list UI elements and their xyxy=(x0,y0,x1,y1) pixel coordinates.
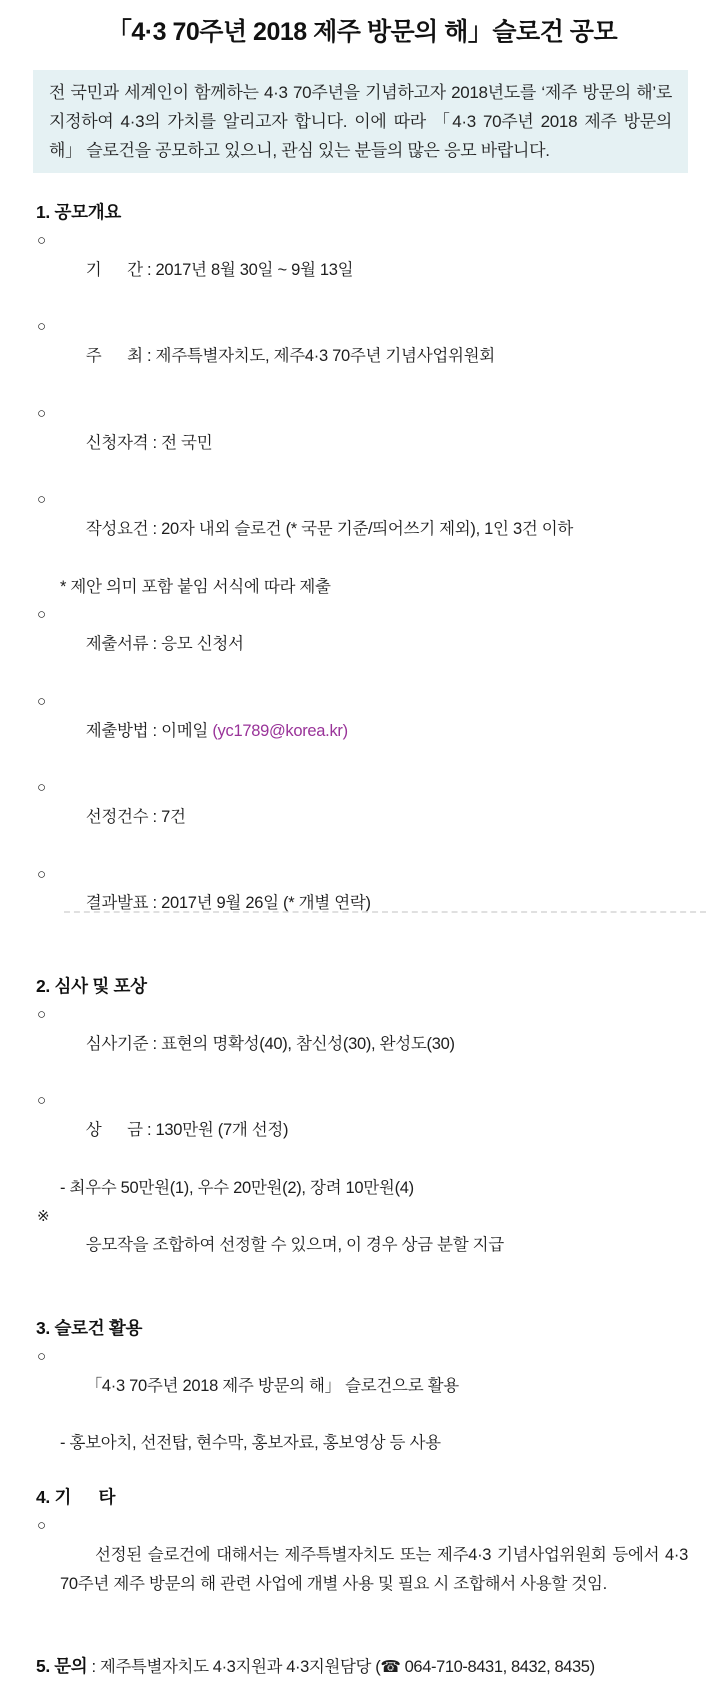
judging-prize-text: 상 금 : 130만원 (7개 선정) xyxy=(85,1121,289,1140)
circle-bullet-icon: ○ xyxy=(37,491,46,509)
circle-bullet-icon: ○ xyxy=(37,606,46,624)
circle-bullet-icon: ○ xyxy=(37,1005,46,1023)
reference-mark-icon: ※ xyxy=(37,1207,50,1225)
contact-line xyxy=(36,1652,688,1682)
overview-documents xyxy=(36,601,688,687)
section-overview xyxy=(36,198,688,947)
judging-prize xyxy=(36,1087,688,1173)
overview-requirements-note: * 제안 의미 포함 붙임 서식에 따라 제출 xyxy=(60,577,331,596)
section-usage xyxy=(36,1314,688,1458)
usage-use-text: 「4·3 70주년 2018 제주 방문의 해」 슬로건으로 활용 xyxy=(85,1376,459,1395)
contact-text: : 제주특별자치도 4·3지원과 4·3지원담당 (☎ 064-710-8431, 8432, 8435) xyxy=(87,1658,595,1677)
overview-method xyxy=(36,688,688,774)
intro-text: 전 국민과 세계인이 함께하는 4·3 70주년을 기념하고자 2018년도를 ‘제주 방문의 해’로 지정하여 4·3의 가치를 알리고자 합니다. 이에 따라 「4·3 70주년 2018 제주 방문의 해」 슬로건을 공모하고 있으니, 관심 있는 분들의 많은 응모 바랍니다. xyxy=(49,83,672,160)
email-link[interactable]: (yc1789@korea.kr) xyxy=(212,721,348,740)
page-break-line xyxy=(64,911,706,913)
intro-box xyxy=(33,70,688,173)
judging-criteria-text: 심사기준 : 표현의 명확성(40), 참신성(30), 완성도(30) xyxy=(85,1034,455,1053)
section-contact xyxy=(36,1652,688,1682)
etc-item-text: 선정된 슬로건에 대해서는 제주특별자치도 또는 제주4·3 기념사업위원회 등에서 4·3 70주년 제주 방문의 해 관련 사업에 개별 사용 및 필요 시 조합해서 사용할 것임. xyxy=(60,1545,693,1593)
overview-period-text: 기 간 : 2017년 8월 30일 ~ 9월 13일 xyxy=(85,260,354,279)
circle-bullet-icon: ○ xyxy=(37,1092,46,1110)
circle-bullet-icon: ○ xyxy=(37,232,46,249)
overview-method-text: 제출방법 : 이메일 xyxy=(85,721,213,740)
etc-item xyxy=(36,1512,693,1627)
overview-count-text: 선정건수 : 7건 xyxy=(85,807,186,826)
circle-bullet-icon: ○ xyxy=(37,865,46,883)
section-judging xyxy=(36,972,688,1289)
usage-use-note: - 홍보아치, 선전탑, 현수막, 홍보자료, 홍보영상 등 사용 xyxy=(60,1434,441,1453)
overview-eligibility xyxy=(36,400,688,486)
overview-announcement xyxy=(36,861,688,947)
judging-prize-note: - 최우수 50만원(1), 우수 20만원(2), 장려 10만원(4) xyxy=(60,1178,414,1197)
overview-requirements xyxy=(36,486,688,572)
overview-documents-text: 제출서류 : 응모 신청서 xyxy=(85,635,244,654)
section-contact-heading: 5. 문의 xyxy=(36,1656,88,1677)
circle-bullet-icon: ○ xyxy=(37,1347,46,1365)
circle-bullet-icon: ○ xyxy=(37,692,46,710)
judging-combine-note xyxy=(36,1203,688,1289)
overview-requirements-text: 작성요건 : 20자 내외 슬로건 (* 국문 기준/띄어쓰기 제외), 1인 3건 이하 xyxy=(85,519,574,538)
judging-criteria xyxy=(36,1001,688,1087)
overview-period xyxy=(36,227,688,313)
circle-bullet-icon: ○ xyxy=(37,318,46,336)
overview-host xyxy=(36,313,688,399)
circle-bullet-icon: ○ xyxy=(37,404,46,422)
overview-announcement-text: 결과발표 : 2017년 9월 26일 (* 개별 연락) xyxy=(85,894,371,913)
circle-bullet-icon: ○ xyxy=(37,1517,46,1535)
overview-count xyxy=(36,774,688,860)
overview-eligibility-text: 신청자격 : 전 국민 xyxy=(85,433,213,452)
section-usage-heading: 3. 슬로건 활용 xyxy=(36,1317,143,1338)
circle-bullet-icon: ○ xyxy=(37,779,46,797)
section-etc-heading: 4. 기 타 xyxy=(36,1487,116,1508)
judging-combine-text: 응모작을 조합하여 선정할 수 있으며, 이 경우 상금 분할 지급 xyxy=(85,1236,504,1255)
section-overview-heading: 1. 공모개요 xyxy=(36,202,121,222)
usage-use xyxy=(36,1343,688,1429)
overview-host-text: 주 최 : 제주특별자치도, 제주4·3 70주년 기념사업위원회 xyxy=(85,347,495,366)
section-etc xyxy=(36,1483,693,1627)
page-title: 「4·3 70주년 2018 제주 방문의 해」슬로건 공모 xyxy=(106,18,618,46)
section-judging-heading: 2. 심사 및 포상 xyxy=(36,975,147,996)
